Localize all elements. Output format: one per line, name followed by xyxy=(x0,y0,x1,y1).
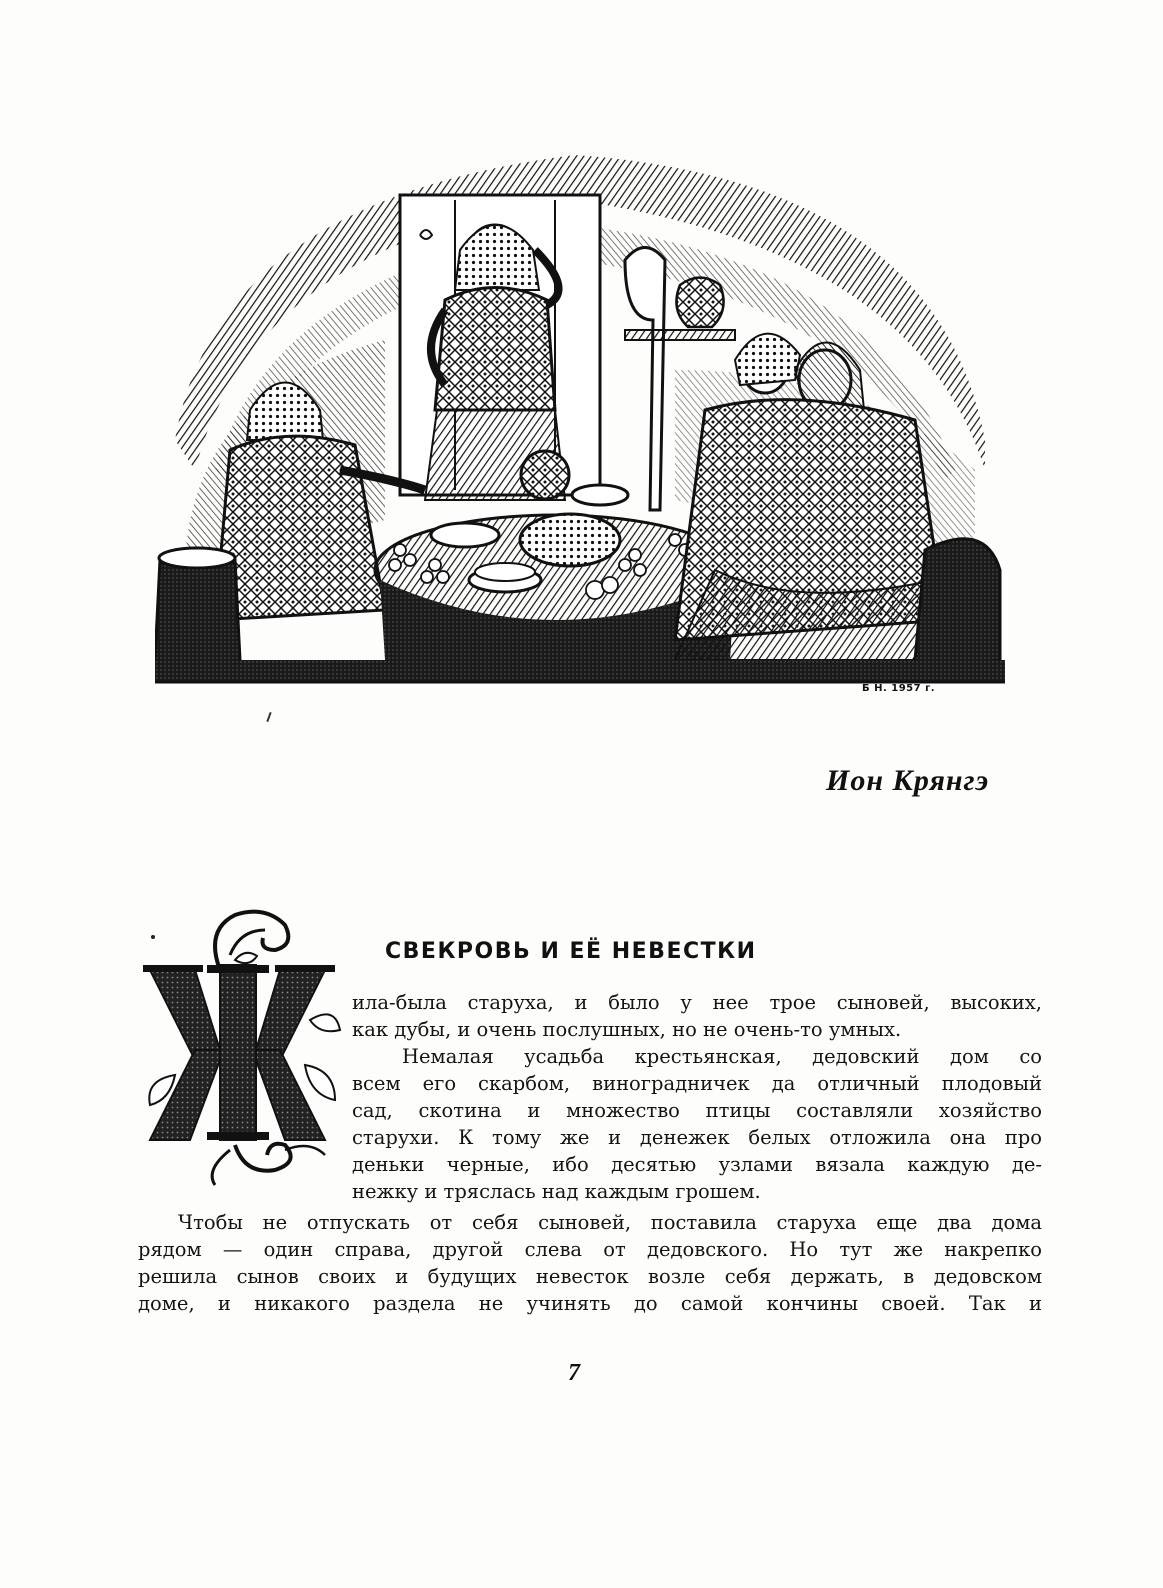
text-line-5: сад, скотина и множество птицы составляли хозяйство xyxy=(352,1099,1042,1122)
text-line-2: как дубы, и очень послушных, но не очень-то умных. xyxy=(352,1018,902,1041)
text-line-3: Немалая усадьба крестьянская, дедовский дом со xyxy=(402,1045,1042,1068)
text-line-6: старухи. К тому же и денежек белых отложила она про xyxy=(352,1126,1042,1149)
author-name: Ион Крянгэ xyxy=(826,764,990,797)
artist-signature: Б Н. 1957 г. xyxy=(862,683,936,694)
scene-illustration xyxy=(155,140,1005,700)
woodcut-scene xyxy=(155,140,1005,700)
text-line-8: нежку и тряслась над каждым грошем. xyxy=(352,1180,761,1203)
text-line-9: Чтобы не отпускать от себя сыновей, поставила старуха еще два дома xyxy=(178,1211,1042,1234)
dropcap-ornament-icon xyxy=(135,900,345,1190)
ornamental-dropcap xyxy=(135,900,345,1190)
text-line-10: рядом — один справа, другой слева от дедовского. Но тут же накрепко xyxy=(138,1238,1042,1261)
page-number: 7 xyxy=(568,1360,580,1386)
story-title: СВЕКРОВЬ И ЕЁ НЕВЕСТКИ xyxy=(385,939,757,964)
text-line-7: деньки черные, ибо десятью узлами вязала каждую де- xyxy=(352,1153,1042,1176)
text-line-1: ила-была старуха, и было у нее трое сыновей, высоких, xyxy=(352,991,1042,1014)
text-line-11: решила сынов своих и будущих невесток возле себя держать, в дедовском xyxy=(138,1265,1042,1288)
print-mark xyxy=(266,712,271,722)
text-line-4: всем его скарбом, виноградничек да отличный плодовый xyxy=(352,1072,1042,1095)
text-line-12: доме, и никакого раздела не учинять до самой кончины своей. Так и xyxy=(138,1292,1042,1315)
